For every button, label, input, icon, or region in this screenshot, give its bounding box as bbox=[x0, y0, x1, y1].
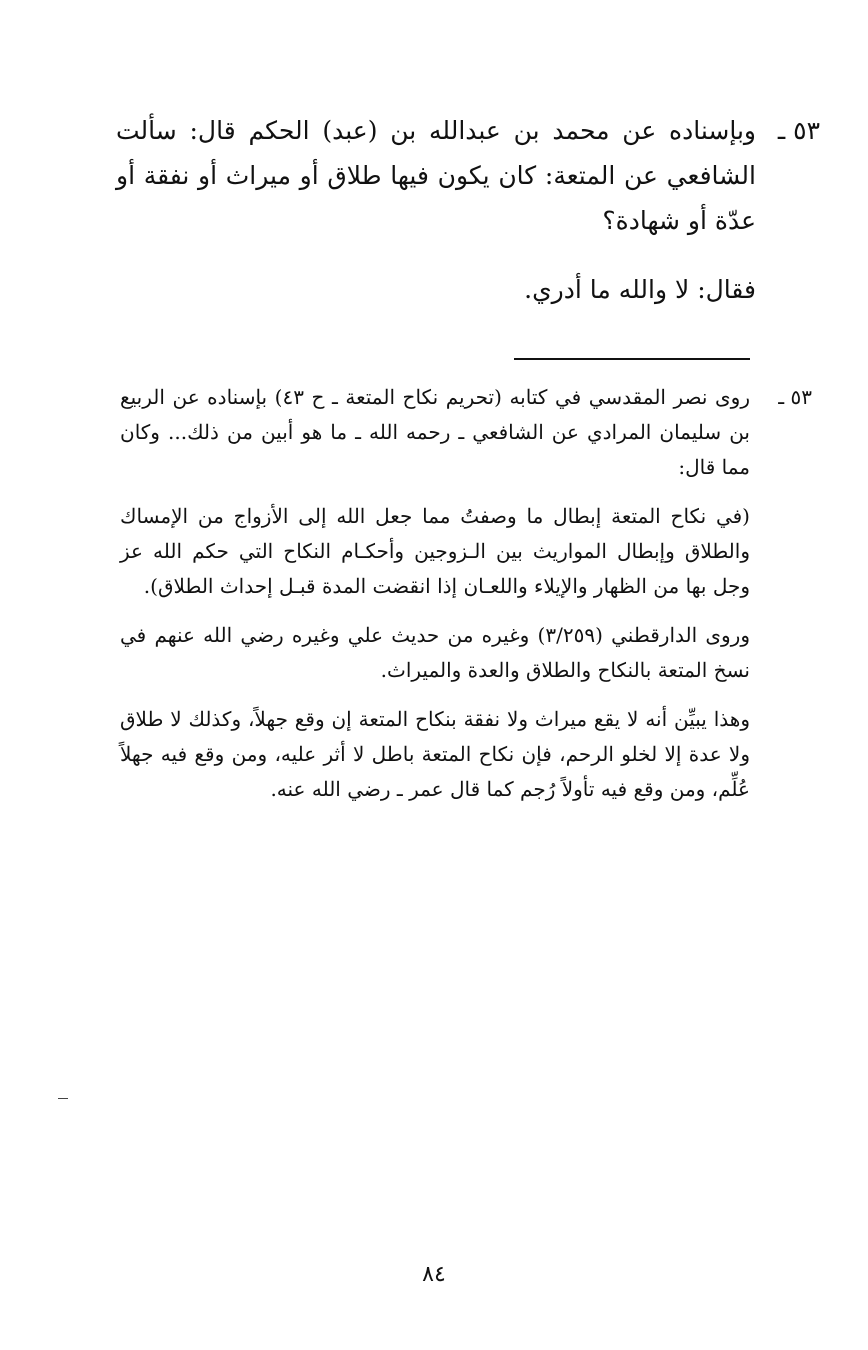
page-number: ٨٤ bbox=[422, 1262, 446, 1287]
main-item-number: ٥٣ ـ bbox=[777, 116, 820, 145]
footnote-paragraph-1: روى نصر المقدسي في كتابه (تحريم نكاح المتعة ـ ح ٤٣) بإسناده عن الربيع بن سليمان المرادي عن الشافعي ـ رحمه الله ـ ما هو أبين من ذلك... وكان مما قال: bbox=[120, 385, 750, 479]
stray-print-mark bbox=[58, 1098, 68, 1099]
main-answer: فقال: لا والله ما أدري. bbox=[524, 275, 756, 304]
footnote-paragraph-4: وهذا يبيِّن أنه لا يقع ميراث ولا نفقة بنكاح المتعة إن وقع جهلاً، وكذلك لا طلاق ولا عدة إلا لخلو الرحم، فإن نكاح المتعة باطل لا أثر عليه، ومن وقع فيه جهلاً عُلِّم، ومن وقع فيه تأولاً رُجم كما قال عمر ـ رضي الله عنه. bbox=[120, 707, 750, 801]
footnote-paragraph-2: (في نكاح المتعة إبطال ما وصفتُ مما جعل الله إلى الأزواج من الإمساك والطلاق وإبطال المواريث بين الـزوجين وأحكـام النكاح التي حكم الله عز وجل بها من الظهار والإيلاء واللعـان إذا انقضت المدة قبـل إحداث الطلاق). bbox=[120, 504, 750, 598]
footnote-paragraph-3: وروى الدارقطني (٣/٢٥٩) وغيره من حديث علي وغيره رضي الله عنهم في نسخ المتعة بالنكاح والطلاق والعدة والميراث. bbox=[120, 623, 750, 682]
footnote-separator bbox=[514, 358, 750, 360]
footnote-block bbox=[120, 380, 812, 807]
footnote-number: ٥٣ ـ bbox=[778, 385, 812, 409]
main-paragraph: وبإسناده عن محمد بن عبدالله بن (عبد) الحكم قال: سألت الشافعي عن المتعة: كان يكون فيها طلاق أو ميراث أو نفقة أو عدّة أو شهادة؟ bbox=[116, 116, 757, 235]
main-text-block bbox=[116, 108, 820, 312]
